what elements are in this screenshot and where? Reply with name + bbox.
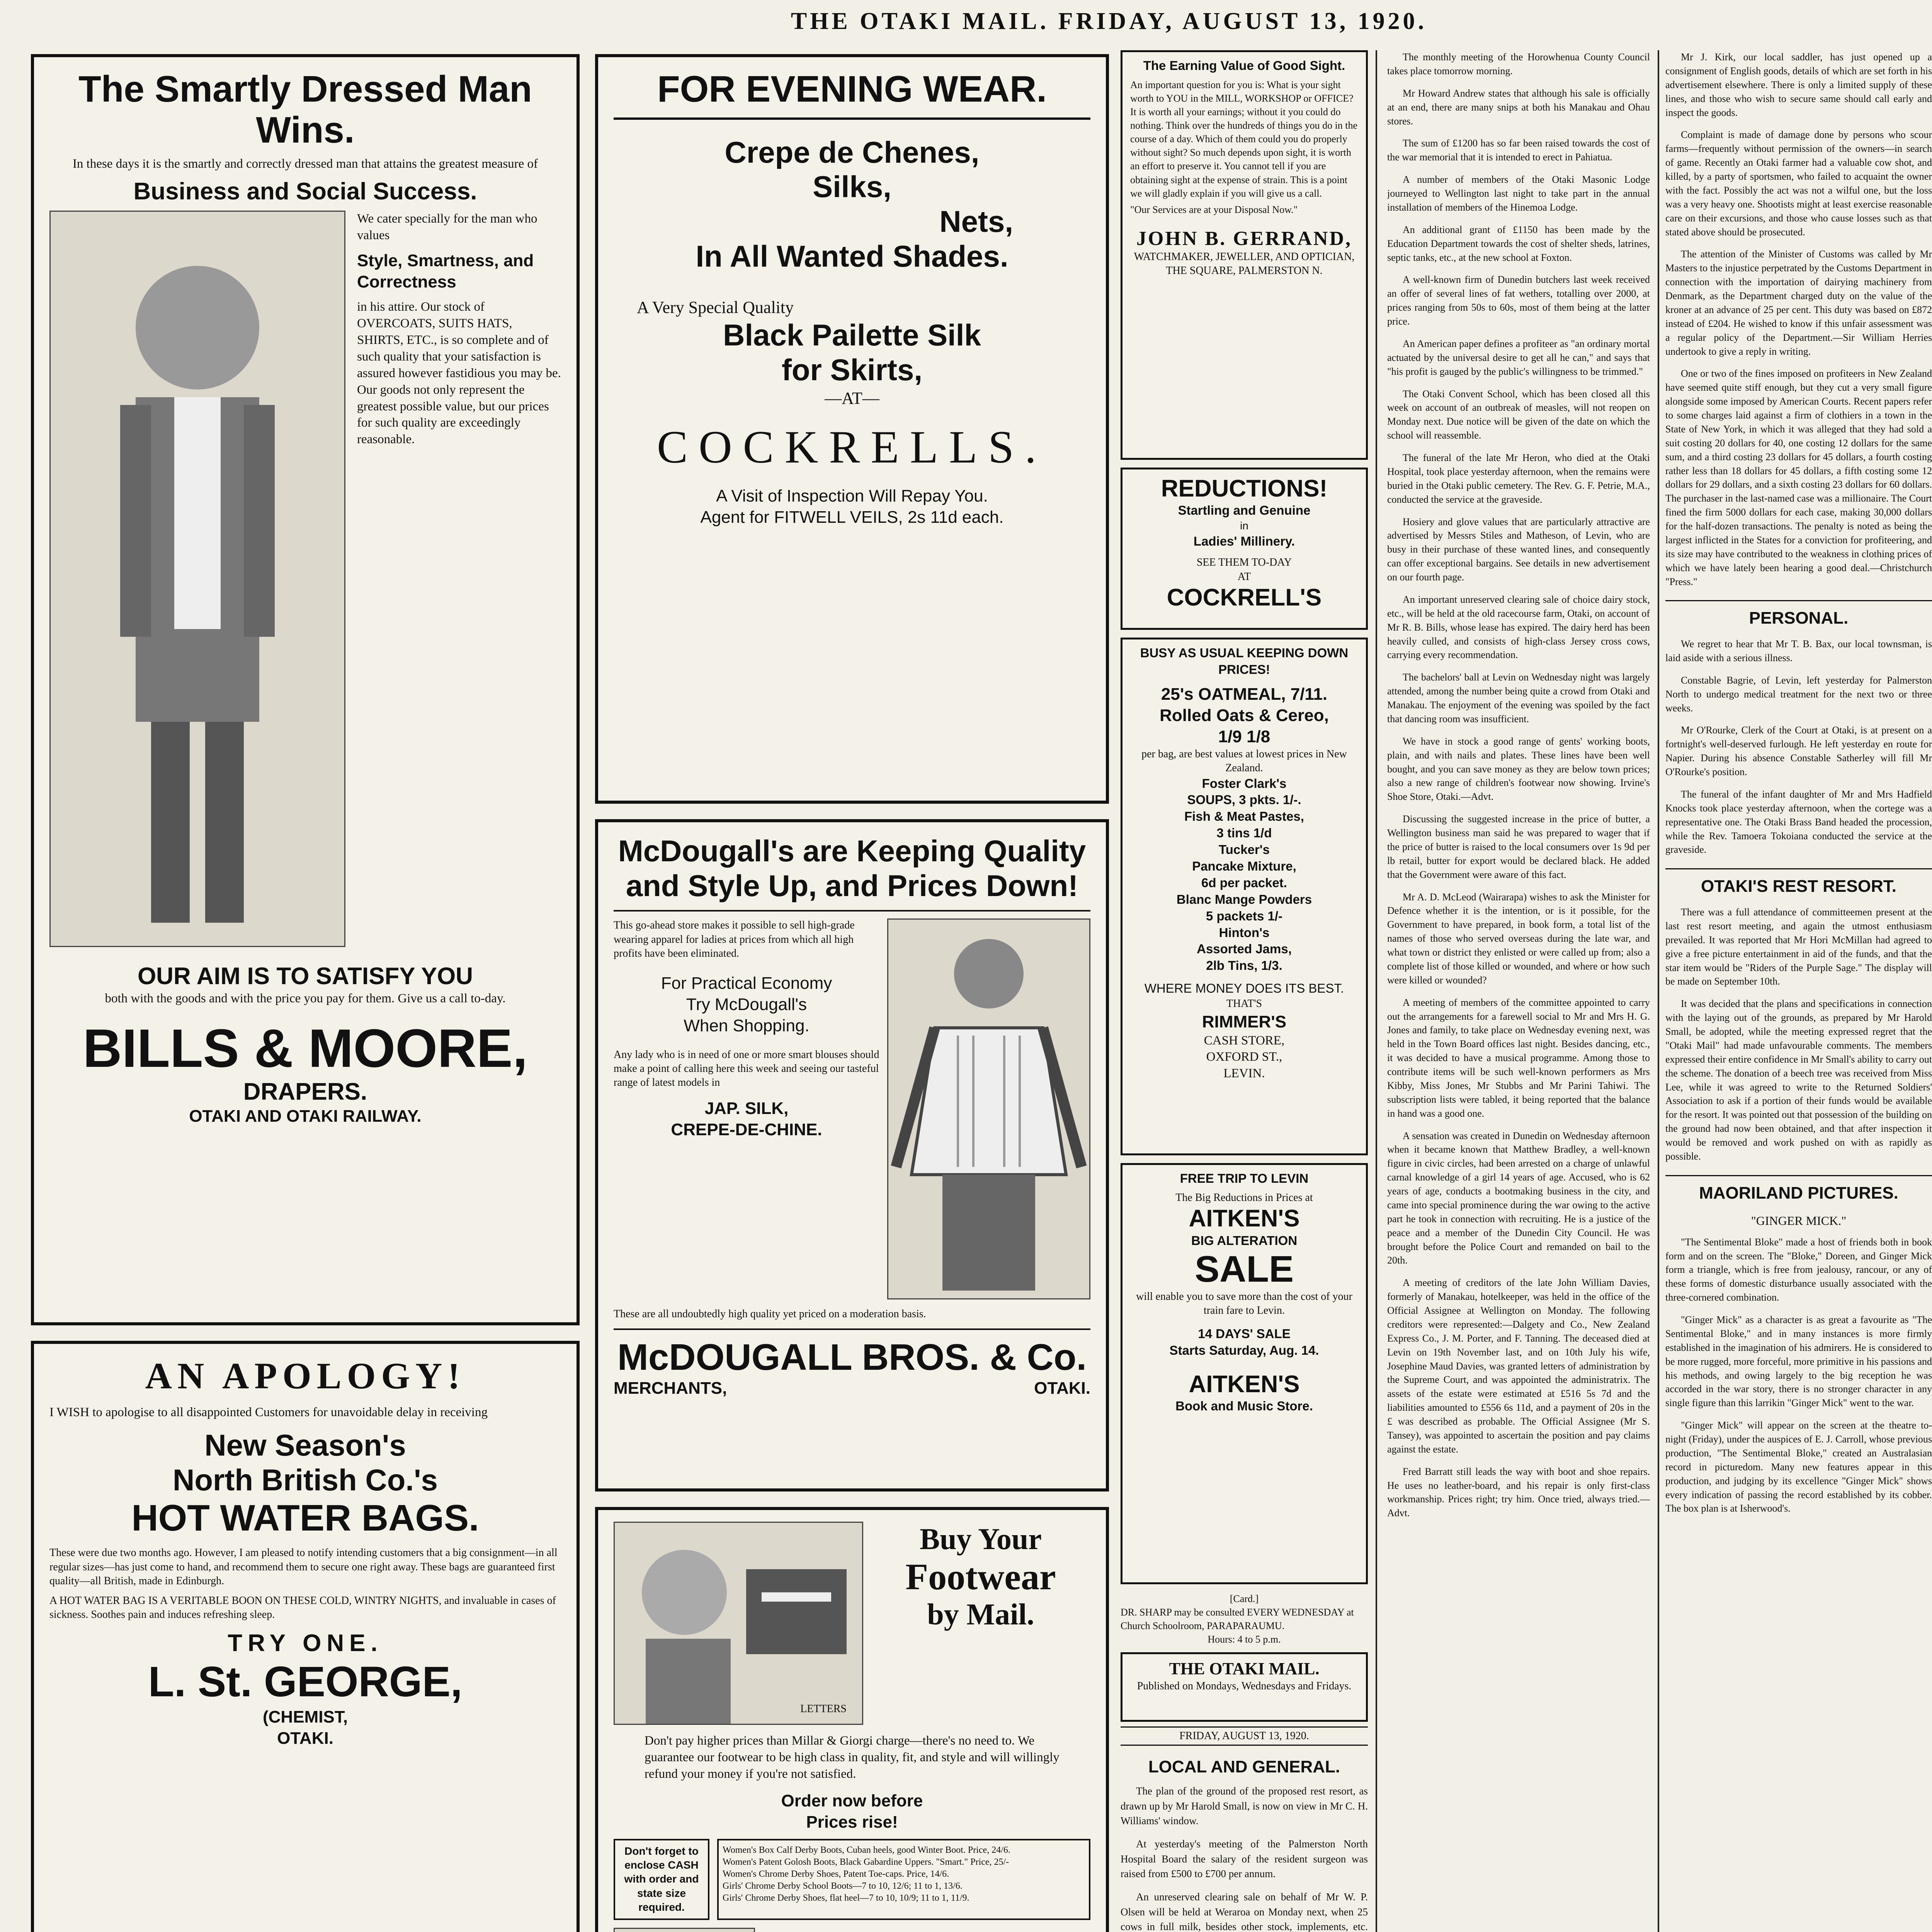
news-para: Complaint is made of damage done by persons who scour farms—frequently without permission of the owners—in search of game. Recently an Otaki farmer had a valuable cow shot, and killed, by a party of sportsmen, who failed to acquaint the owner with the fact. Possibly the act was not a wilful one, but the loss was a very heavy one. Shootists might at least exercise reasonable care on their excursions, and those who cause losses such as that stated above should be prosecuted. (1665, 129, 1932, 238)
bills-address: OTAKI AND OTAKI RAILWAY. (189, 1106, 422, 1126)
aitken-name2: AITKEN'S (1189, 1371, 1300, 1398)
pictures-heading: MAORILAND PICTURES. (1665, 1175, 1932, 1205)
rimmer-prices: 1/9 1/8 (1218, 727, 1270, 746)
rimmer-tins: 3 tins 1/d (1216, 826, 1272, 840)
evening-agent: Agent for FITWELL VEILS, 2s 11d each. (700, 507, 1004, 527)
rimmer-where: WHERE MONEY DOES ITS BEST. (1144, 981, 1344, 996)
aim-text: OUR AIM IS TO SATISFY YOU (137, 963, 473, 990)
evening-title: FOR EVENING WEAR. (614, 69, 1090, 120)
reductions-at: AT (1237, 570, 1251, 583)
rimmer-soups: SOUPS, 3 pkts. 1/-. (1187, 793, 1301, 807)
aitken-starts: Starts Saturday, Aug. 14. (1169, 1343, 1319, 1357)
rimmer-jams: Assorted Jams, (1197, 942, 1292, 956)
bills-trade: DRAPERS. (243, 1078, 367, 1105)
apology-line2: North British Co.'s (173, 1463, 438, 1497)
mailbox-icon (615, 1523, 862, 1724)
news-para: Discussing the suggested increase in the price of butter, a Wellington business man said he was prepared to wager that if the price of butter is raised to the local consumers over 1s 9d per lb retail, butter for export would be declared black. He added that the Government were aware of this fact. (1387, 813, 1650, 880)
dateline: FRIDAY, AUGUST 13, 1920. (1121, 1726, 1368, 1746)
reductions-see: SEE THEM TO-DAY (1196, 556, 1292, 569)
resort-para: There was a full attendance of committeemen present at the last rest resort meeting, and again the utmost enthusiasm prevailed. It was reported that Mr Hori McMillan had agreed to give a free picture entertainment in aid of the funds, and that the star item would be "Riders of the Purple Sage." The display will be made on September 10th. (1665, 906, 1932, 987)
news-para: An American paper defines a profiteer as "an ordinary mortal actuated by the universal desire to get all he can," and says that "his profit is gauged by the public's willingness to be trimmed." (1387, 338, 1650, 377)
apology-intro: I WISH to apologise to all disappointed Customers for unavoidable delay in receiving (49, 1405, 488, 1419)
pictures-para: "The Sentimental Bloke" made a host of friends both in book form and on the screen. The "Bloke," Doreen, and Ginger Mick form a triangle, which is free from jealousy, rancour, or any of these forms of domestic disturbance usually associated with the three-cornered combination. (1665, 1236, 1932, 1303)
rimmer-busy: BUSY AS USUAL KEEPING DOWN PRICES! (1140, 646, 1349, 677)
column-rule (1376, 50, 1377, 1932)
column-rule (1658, 50, 1659, 1932)
mail-notice (1121, 1652, 1368, 1722)
apology-line1: New Season's (204, 1428, 406, 1463)
rimmer-blanc: Blanc Mange Powders (1176, 892, 1312, 906)
mcdougall-guarantee: These are all undoubtedly high quality yet priced on a moderation basis. (614, 1308, 926, 1320)
apology-try: TRY ONE. (228, 1630, 383, 1657)
ad-headline: Business and Social Success. (133, 178, 477, 205)
mcdougall-try: Try McDougall's (686, 995, 807, 1014)
ad-title: The Smartly Dressed Man Wins. (78, 68, 532, 151)
local-heading: LOCAL AND GENERAL. (1148, 1757, 1340, 1777)
column-4 (1387, 50, 1650, 1932)
aitken-ad (1121, 1163, 1368, 1584)
gerrand-body: An important question for you is: What is your sight worth to YOU in the MILL, WORKSHOP or OFFICE? It is worth all your earnings; without it you could do nothing. Think over the hundreds of things you do in the course of a day. Which of them could you do properly without sight? So much depends upon sight, it is worth an effort to preserve it. You cannot tell if you are obtaining sight at the expense of strain. This is a point we will gladly explain if you will give us a call. (1130, 79, 1358, 199)
local-para: An unreserved clearing sale on behalf of Mr W. P. Olsen will be held at Weraroa on Monday next, when 25 cows in full milk, besides other stock, implements, etc. (1121, 1891, 1368, 1932)
apology-body1: These were due two months ago. However, I am pleased to notify intending customers that a big consignment—in all regular sizes—has just come to hand, and recommend them to secure one right away. These bags are guaranteed first quality—all British, made in Edinburgh. (49, 1547, 558, 1587)
news-para: The funeral of the late Mr Heron, who died at the Otaki Hospital, took place yesterday afternoon, when the remains were buried in the Otaki public cemetery. The Rev. G. F. Petrie, M.A., conducted the service at the graveside. (1387, 452, 1650, 505)
rimmer-per: per bag, are best values at lowest prices in New Zealand. (1141, 748, 1347, 774)
evening-name: COCKRELLS. (656, 421, 1048, 473)
reductions-name: COCKRELL'S (1167, 584, 1322, 611)
millar-giorgi-ad (595, 1507, 1109, 1932)
apology-name: L. St. GEORGE, (148, 1658, 463, 1706)
shoe-item: Women's Patent Golosh Boots, Black Gabardine Uppers. "Smart." Price, 25/- (723, 1857, 1009, 1867)
evening-visit: A Visit of Inspection Will Repay You. (716, 486, 988, 505)
news-para: The Otaki Convent School, which has been closed all this week on account of an outbreak of measles, will not reopen on Monday next. Due notice will be given of the date on which the school will reassemble. (1387, 388, 1650, 441)
column-3 (1121, 50, 1368, 1932)
shoe-item: Women's Box Calf Derby Boots, Cuban heels, good Winter Boot. Price, 24/6. (723, 1845, 1010, 1855)
news-para: A sensation was created in Dunedin on Wednesday afternoon when it became known that Matthew Bradley, a well-known figure in civic circles, had been arrested on a charge of unlawful carnal knowledge of a girl 14 years of age. Accused, who is 62 years of age, conducts a bootmaking business in the city, and came into special prominence during the war owing to the active part he took in connection with recruiting. He is a justice of the peace and a member of the Dunedin City Council. He was brought before the Police Court and remanded on bail to the 20th. (1387, 1130, 1650, 1266)
evening-line1: Crepe de Chenes, (724, 135, 980, 169)
gerrand-services: "Our Services are at your Disposal Now." (1130, 204, 1298, 215)
sharp-card: [Card.] (1230, 1593, 1259, 1604)
aitken-store: Book and Music Store. (1175, 1398, 1313, 1413)
letters-label: LETTERS (800, 1702, 847, 1715)
gerrand-ad (1121, 50, 1368, 460)
rimmer-thats: THAT'S (1226, 998, 1262, 1010)
shoe-item: Girls' Chrome Derby Shoes, flat heel—7 to 10, 10/9; 11 to 1, 11/9. (723, 1893, 969, 1903)
aitken-big: BIG ALTERATION (1191, 1233, 1298, 1248)
evening-line4: In All Wanted Shades. (696, 239, 1009, 273)
masthead: THE OTAKI MAIL. FRIDAY, AUGUST 13, 1920. (791, 8, 1427, 34)
aitken-free: FREE TRIP TO LEVIN (1180, 1171, 1309, 1185)
personal-para: The funeral of the infant daughter of Mr and Mrs Hadfield Knocks took place yesterday afternoon, when the cortege was a representative one. The Otaki Brass Band headed the procession, while the Rev. Tamoera Tokoiana conducted the service at the graveside. (1665, 788, 1932, 855)
aitken-name: AITKEN'S (1189, 1205, 1300, 1232)
news-para: One or two of the fines imposed on profiteers in New Zealand have seemed quite stiff enough, but they cut a very small figure alongside some imposed by American Courts. Recent papers refer to some charges laid against a firm of clothiers in a town in the State of New York, in which it was alleged that they had sold a suit costing 20 dollars for 40, one costing 12 dollars for the same sum, and a third costing 23 dollars for 45 dollars, a fourth costing rather less than 18 dollars for 45 dollars, a fifth costing some 12 dollars for 29 dollars, and a sixth costing 23 dollars for 60 dollars. The purchaser in the last-named case was a millionaire. The Court fined the firm 5000 dollars for each case, making 30,000 dollars for the half-dozen transactions. The penalty is noted as being the largest inflicted in the States for a conviction for profiteering, and its size may have contributed to the weakness in clothing prices of which we have lately been hearing a good deal.—Christchurch "Press." (1665, 368, 1932, 587)
reductions-line3: Ladies' Millinery. (1193, 534, 1295, 548)
aitken-sale: SALE (1194, 1248, 1294, 1290)
column-5 (1665, 50, 1932, 1932)
rimmer-fish: Fish & Meat Pastes, (1184, 809, 1304, 824)
rimmer-tins2: 2lb Tins, 1/3. (1206, 958, 1282, 973)
rimmer-name: RIMMER'S (1202, 1012, 1287, 1031)
cater-text: We cater specially for the man who values (357, 212, 537, 243)
local-para: At yesterday's meeting of the Palmerston North Hospital Board the salary of the resident surgeon was raised from £500 to £700 per annum. (1121, 1838, 1368, 1880)
gerrand-address: THE SQUARE, PALMERSTON N. (1166, 265, 1323, 277)
news-para: A number of members of the Otaki Masonic Lodge journeyed to Wellington last night to take part in the annual installation of members of the Hinemoa Lodge. (1387, 174, 1650, 213)
reductions-title: REDUCTIONS! (1161, 475, 1328, 502)
evening-at: —AT— (825, 388, 879, 408)
evening-wear-ad (595, 54, 1109, 804)
rimmer-rolled: Rolled Oats & Cereo, (1160, 706, 1329, 725)
reductions-line1: Startling and Genuine (1178, 503, 1311, 518)
sharp-body: DR. SHARP may be consulted EVERY WEDNESDAY at Church Schoolroom, PARAPARAUMU. (1121, 1607, 1354, 1632)
rimmer-tucker: Tucker's (1219, 842, 1270, 857)
pictures-para: "Ginger Mick" will appear on the screen at the theatre to-night (Friday), under the auspices of E. J. Carroll, whose previous production, "The Sentimental Bloke," created an Australasian record in picturedom. Many new features appear in this production, and judging by its excellence "Ginger Mick" shows every indication of passing the record established by its cobber. The box plan is at Isherwood's. (1665, 1420, 1932, 1514)
personal-para: Constable Bagrie, of Levin, left yesterday for Palmerston North to undergo medical treatment for the next two or three weeks. (1665, 674, 1932, 714)
apology-line3: HOT WATER BAGS. (131, 1497, 479, 1539)
news-para: A meeting of members of the committee appointed to carry out the arrangements for a farewell social to Mr and Mrs H. G. Jones and family, to take place on Wednesday evening next, was held in the Town Board offices last night. Besides dancing, etc., it was decided to have a musical programme. Among those to contribute items will be such well-known performers as Mrs Kibby, Miss Jones, Mr Stubbs and Mr Parini Tahiwi. The subscription lists were tabled, it being reported that the balance in hand was a good one. (1387, 997, 1650, 1119)
gerrand-earning: The Earning Value of Good Sight. (1143, 58, 1345, 73)
rimmer-pkt: 6d per packet. (1201, 875, 1287, 890)
millar-order2: Prices rise! (806, 1812, 898, 1832)
mcdougall-crepe: CREPE-DE-CHINE. (671, 1120, 822, 1139)
bills-moore-ad (31, 54, 580, 1325)
mcdougall-name: McDOUGALL BROS. & Co. (617, 1336, 1087, 1378)
rimmer-ad (1121, 638, 1368, 1155)
blouse-icon (888, 920, 1089, 1298)
personal-heading: PERSONAL. (1665, 600, 1932, 630)
apology-ad (31, 1341, 580, 1932)
reductions-line2: in (1240, 520, 1248, 532)
gerrand-name: JOHN B. GERRAND, (1136, 227, 1352, 250)
rimmer-foster: Foster Clark's (1202, 776, 1287, 791)
news-para: Hosiery and glove values that are particularly attractive are advertised by Messrs Stiles and Matheson, of Levin, who are busy in their purchase of these wanted lines, and consequently can offer exceptional bargains. See details in new advertisement on our fourth page. (1387, 516, 1650, 583)
sharp-hours: Hours: 4 to 5 p.m. (1208, 1634, 1281, 1645)
boot-illustration (614, 1928, 755, 1932)
mcdougall-when: When Shopping. (684, 1016, 810, 1035)
millar-order1: Order now before (781, 1791, 923, 1810)
apology-trade: (CHEMIST, (263, 1707, 348, 1726)
mcdougall-jap: JAP. SILK, (704, 1099, 789, 1118)
personal-para: We regret to hear that Mr T. B. Bax, our local townsman, is laid aside with a serious illness. (1665, 638, 1932, 663)
news-para: An additional grant of £1150 has been made by the Education Department towards the cost of shelter sheds, latrines, septic tanks, etc., at the new school at Foxton. (1387, 224, 1650, 263)
news-para: Mr J. Kirk, our local saddler, has just opened up a consignment of English goods, details of which are set forth in his advertisement elsewhere. There is only a limited supply of these lines, and those who wish to secure same should call early and inspect the goods. (1665, 51, 1932, 118)
rimmer-hinton: Hinton's (1219, 925, 1270, 940)
mcdougall-body: This go-ahead store makes it possible to sell high-grade wearing apparel for ladies at prices from which all high profits have been eliminated. (614, 919, 855, 960)
millar-buy1: Buy Your (920, 1522, 1042, 1556)
rimmer-store: CASH STORE, (1204, 1033, 1285, 1048)
news-para: A meeting of creditors of the late John William Davies, formerly of Manakau, hotelkeeper, was held in the office of the Official Assignee at Wellington on Monday. The following creditors were represented:—Dalgety and Co., New Zealand Express Co., J. M. Porter, and F. Tanning. The deceased died at Levin on 19th November last, and on 10th July his wife, Josephine Maud Davies, was granted letters of administration by the Supreme Court, and was appointed the administratrix. The assets of the estate were estimated at £516 5s 7d and the liabilities amounted to £556 6s 11d, and a payment of 20s in the £ was described as probable. The Official Assignee (Mr S. Tansey), was appointed to ascertain the position and pay claims against the estate. (1387, 1277, 1650, 1455)
millar-buy2: Footwear (905, 1556, 1056, 1597)
bills-name: BILLS & MOORE, (83, 1017, 528, 1078)
ginger-heading: "GINGER MICK." (1751, 1213, 1847, 1228)
mcdougall-econ: For Practical Economy (661, 973, 832, 993)
news-para: An important unreserved clearing sale of choice dairy stock, etc., will be held at the old racecourse farm, Otaki, on account of Mr R. B. Bills, whose lease has expired. The dairy herd has been heavily culled, and consists of high-class Jersey cross cows, carrying every recommendation. (1387, 594, 1650, 661)
aim-sub: both with the goods and with the price you pay for them. Give us a call to-day. (105, 991, 506, 1005)
news-para: The monthly meeting of the Horowhenua County Council takes place tomorrow morning. (1387, 51, 1650, 77)
rimmer-pancake: Pancake Mixture, (1192, 859, 1296, 874)
shoe-item: Girls' Chrome Derby School Boots—7 to 10, 12/6; 11 to 1, 13/6. (723, 1881, 963, 1891)
ad-intro: In these days it is the smartly and correctly dressed man that attains the greatest measure of (72, 157, 538, 171)
reductions-ad (1121, 468, 1368, 630)
mcdougall-place: OTAKI. (1034, 1379, 1090, 1398)
millar-dont: Don't forget to enclose CASH with order and state size required. (614, 1839, 709, 1920)
news-para: The attention of the Minister of Customs was called by Mr Masters to the injustice perpetrated by the Customs Department in connection with the importation of dairying machinery from Denmark, as the Department charged duty on the value of the kroner at an advance of 25 per cent. This duty was based on £872 instead of £204. He wished to know if this unfair assessment was a regular policy of the Department.—Sir William Herries undertook to give a reply in writing. (1665, 248, 1932, 357)
mcdougall-ad (595, 819, 1109, 1492)
aitken-days: 14 DAYS' SALE (1198, 1326, 1291, 1341)
aitken-enable: will enable you to save more than the cost of your train fare to Levin. (1136, 1291, 1352, 1317)
personal-para: Mr O'Rourke, Clerk of the Court at Otaki, is at present on a fortnight's well-deserved furlough. He left yesterday en route for Napier. During his absence Constable Satherley will fill Mr O'Rourke's position. (1665, 724, 1932, 778)
news-para: The sum of £1200 has so far been raised towards the cost of the war memorial that it is intended to erect in Pahiatua. (1387, 138, 1650, 163)
blouse-illustration (887, 918, 1090, 1299)
evening-line2: Silks, (813, 170, 891, 204)
mail-pub: Published on Mondays, Wednesdays and Fridays. (1137, 1680, 1352, 1692)
news-para: Mr Howard Andrew states that although his sale is officially at an end, there are many snips at both his Manakau and Ohau stores. (1387, 87, 1650, 127)
news-para: Mr A. D. McLeod (Wairarapa) wishes to ask the Minister for Defence whether it is the intention, or is it possible, for the Government to have prepared, in book form, a total list of the names of those who served overseas during the late war, and what town or district they enlisted or were called up from; also a complete list of those killed or wounded, and where or how such were killed or wounded? (1387, 891, 1650, 986)
shoe-item: Women's Chrome Derby Shoes, Patent Toe-caps. Price, 14/6. (723, 1869, 949, 1879)
pictures-para: "Ginger Mick" as a character is as great a favourite as "The Sentimental Bloke," and in many instances is more firmly established in the imagination of his admirers. He is considered to be more rugged, more forceful, more primitive in his passions and his methods, and owing largely to the big reception he was accorded in the war story, there is no stronger character in any single figure than this larrikin "Ginger Mick" went to the war. (1665, 1314, 1932, 1409)
news-para: The bachelors' ball at Levin on Wednesday night was largely attended, among the number being quite a crowd from Otaki and Manakau. The enjoyment of the evening was spoiled by the fact that dancing room was insufficient. (1387, 672, 1650, 724)
evening-line3: Nets, (939, 204, 1013, 238)
rimmer-place: LEVIN. (1223, 1066, 1265, 1081)
evening-special: A Very Special Quality (637, 298, 794, 317)
gerrand-trade: WATCHMAKER, JEWELLER, AND OPTICIAN, (1134, 250, 1355, 263)
rimmer-packets: 5 packets 1/- (1206, 908, 1283, 923)
girl-mailbox-illustration (614, 1522, 863, 1725)
mcdougall-title: McDougall's are Keeping Quality and Style Up, and Prices Down! (618, 834, 1086, 903)
gentleman-illustration (49, 211, 345, 947)
mcdougall-lady: Any lady who is in need of one or more smart blouses should make a point of calling here this week and seeing our tasteful range of latest models in (614, 1048, 879, 1089)
aitken-reductions: The Big Reductions in Prices at (1175, 1191, 1313, 1204)
news-para: A well-known firm of Dunedin butchers last week received an offer of several lines of fat wethers, totalling over 2000, at prices ranging from 50s to 60s, most of them being at the latter price. (1387, 274, 1650, 327)
evening-silk1: Black Pailette Silk (723, 318, 981, 352)
mail-title: THE OTAKI MAIL. (1169, 1659, 1320, 1679)
evening-silk2: for Skirts, (781, 353, 923, 387)
news-para: We have in stock a good range of gents' working boots, plain, and with nails and plates. These lines have been well bought, and you can save money as they are below town prices; also a new range of children's footwear now showing. Irvine's Shoe Store, Otaki.—Advt. (1387, 735, 1650, 803)
apology-place: OTAKI. (277, 1728, 333, 1748)
resort-para: It was decided that the plans and specifications in connection with the laying out of the grounds, as prepared by Mr Harold Small, be adopted, while the meeting expressed regret that the "Otaki Mail" had made unfavourable comments. The members expressed their entire confidence in Mr Small's ability to carry out the scheme. The donation of a beech tree was received from Miss Lee, while it was agreed to write to the Returned Soldiers' Association to ask if a portion of their funds would be available for the resort. It was pointed out that possession of the building on the ground had now been obtained, and that after inspection it would be removed and work pushed on with as rapidly as possible. (1665, 998, 1932, 1162)
apology-body2: A HOT WATER BAG IS A VERITABLE BOON ON THESE COLD, WINTRY NIGHTS, and invaluable in cases of sickness. Soothes pain and induces refreshing sleep. (49, 1594, 556, 1621)
bills-body: in his attire. Our stock of OVERCOATS, SUITS HATS, SHIRTS, ETC., is so complete and of such quality that your satisfaction is assured however fastidious you may be. Our goods not only represent the greatest possible value, but our prices for such quality are exceedingly reasonable. (357, 300, 561, 447)
gentleman-icon (51, 212, 344, 946)
mcdougall-merchants: MERCHANTS, (614, 1379, 727, 1398)
millar-body: Don't pay higher prices than Millar & Giorgi charge—there's no need to. We guarantee our footwear to be high class in quality, fit, and style and will willingly refund your money if you're not satisfied. (645, 1734, 1060, 1781)
resort-heading: OTAKI'S REST RESORT. (1665, 868, 1932, 898)
apology-title: AN APOLOGY! (145, 1355, 466, 1396)
style-text: Style, Smartness, and Correctness (357, 251, 534, 292)
local-para: The plan of the ground of the proposed rest resort, as drawn up by Mr Harold Small, is now on view in Mr C. H. Williams' window. (1121, 1785, 1368, 1827)
millar-buy3: by Mail. (927, 1597, 1034, 1631)
rimmer-oat: 25's OATMEAL, 7/11. (1161, 684, 1328, 704)
rimmer-street: OXFORD ST., (1206, 1050, 1282, 1064)
news-para: Fred Barratt still leads the way with boot and shoe repairs. He uses no leather-board, and his repair is only first-class workmanship. Prices right; try him. Once tried, always tried.—Advt. (1387, 1466, 1650, 1519)
boot-icon (615, 1929, 754, 1932)
